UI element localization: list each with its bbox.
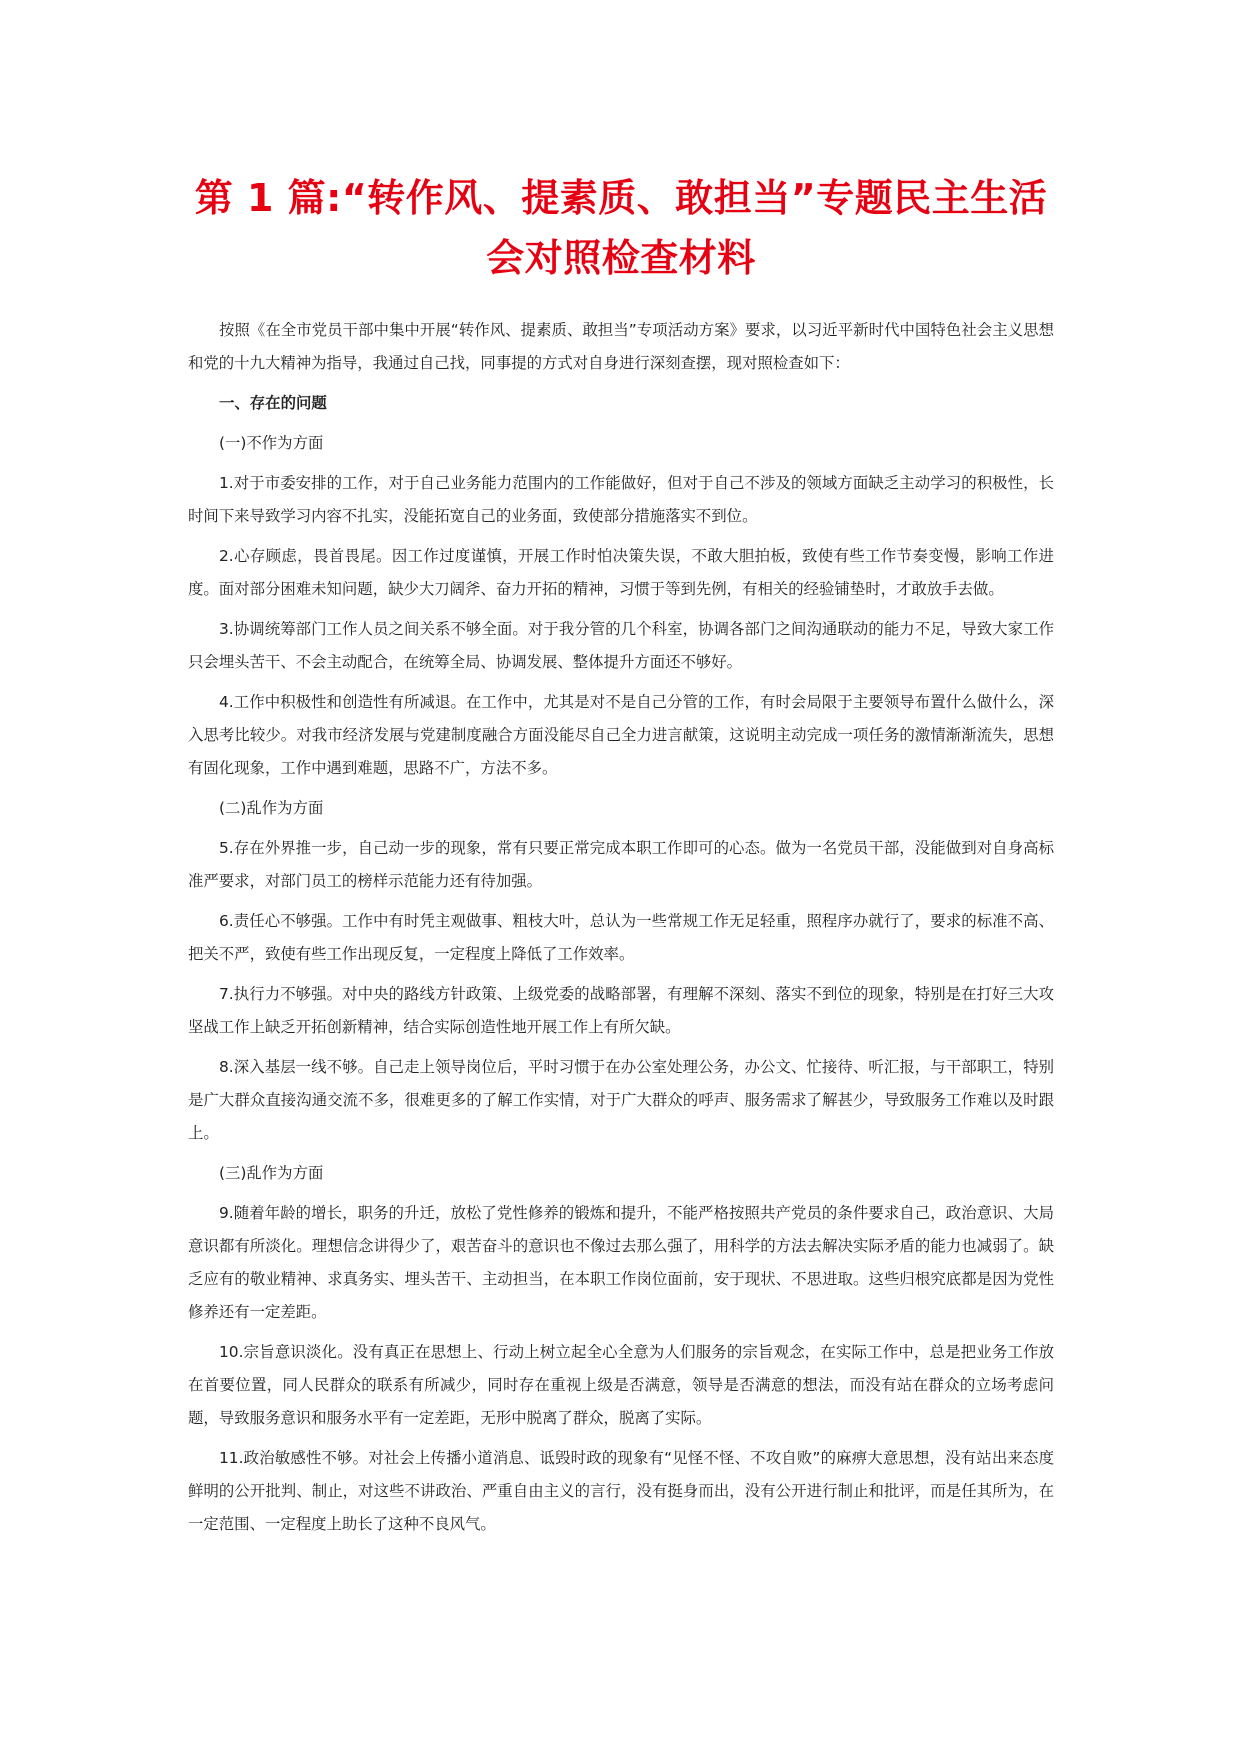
body-paragraph: 5.存在外界推一步，自己动一步的现象，常有只要正常完成本职工作即可的心态。做为一名党员干部，没能做到对自身高标准严要求，对部门员工的榜样示范能力还有待加强。 <box>188 839 1054 890</box>
document-page <box>188 168 1054 1548</box>
body-paragraph: 8.深入基层一线不够。自己走上领导岗位后，平时习惯于在办公室处理公务，办公文、忙接待、听汇报，与干部职工，特别是广大群众直接沟通交流不多，很难更多的了解工作实情，对于广大群众的呼声、服务需求了解甚少，导致服务工作难以及时跟上。 <box>188 1058 1054 1142</box>
body-paragraph: 4.工作中积极性和创造性有所减退。在工作中，尤其是对不是自己分管的工作，有时会局限于主要领导布置什么做什么，深入思考比较少。对我市经济发展与党建制度融合方面没能尽自己全力进言献策，这说明主动完成一项任务的激情渐渐流失，思想有固化现象，工作中遇到难题，思路不广，方法不多。 <box>188 693 1054 777</box>
document-title: 第 1 篇:“转作风、提素质、敢担当”专题民主生活会对照检查材料 <box>194 176 1048 280</box>
body-paragraph: (三)乱作为方面 <box>219 1164 324 1182</box>
body-paragraph: 7.执行力不够强。对中央的路线方针政策、上级党委的战略部署，有理解不深刻、落实不到位的现象，特别是在打好三大攻坚战工作上缺乏开拓创新精神，结合实际创造性地开展工作上有所欠缺。 <box>188 985 1054 1036</box>
section-heading: 一、存在的问题 <box>219 394 327 412</box>
body-paragraph: 1.对于市委安排的工作，对于自己业务能力范围内的工作能做好，但对于自己不涉及的领域方面缺乏主动学习的积极性，长时间下来导致学习内容不扎实，没能拓宽自己的业务面，致使部分措施落实不到位。 <box>188 474 1054 525</box>
body-paragraph: (一)不作为方面 <box>219 434 324 452</box>
body-paragraph: (二)乱作为方面 <box>219 799 324 817</box>
body-paragraph: 按照《在全市党员干部中集中开展“转作风、提素质、敢担当”专项活动方案》要求，以习近平新时代中国特色社会主义思想和党的十九大精神为指导，我通过自己找，同事提的方式对自身进行深刻查摆，现对照检查如下： <box>188 321 1054 372</box>
document-body <box>188 314 1054 1541</box>
body-paragraph: 3.协调统筹部门工作人员之间关系不够全面。对于我分管的几个科室，协调各部门之间沟通联动的能力不足，导致大家工作只会埋头苦干、不会主动配合，在统筹全局、协调发展、整体提升方面还不够好。 <box>188 620 1054 671</box>
body-paragraph: 9.随着年龄的增长，职务的升迁，放松了党性修养的锻炼和提升，不能严格按照共产党员的条件要求自己，政治意识、大局意识都有所淡化。理想信念讲得少了，艰苦奋斗的意识也不像过去那么强了，用科学的方法去解决实际矛盾的能力也减弱了。缺乏应有的敬业精神、求真务实、埋头苦干、主动担当，在本职工作岗位面前，安于现状、不思进取。这些归根究底都是因为党性修养还有一定差距。 <box>188 1204 1054 1321</box>
body-paragraph: 2.心存顾虑，畏首畏尾。因工作过度谨慎，开展工作时怕决策失误，不敢大胆拍板，致使有些工作节奏变慢，影响工作进度。面对部分困难未知问题，缺少大刀阔斧、奋力开拓的精神，习惯于等到先例，有相关的经验铺垫时，才敢放手去做。 <box>188 547 1054 598</box>
body-paragraph: 11.政治敏感性不够。对社会上传播小道消息、诋毁时政的现象有“见怪不怪、不攻自败”的麻痹大意思想，没有站出来态度鲜明的公开批判、制止，对这些不讲政治、严重自由主义的言行，没有挺身而出，没有公开进行制止和批评，而是任其所为，在一定范围、一定程度上助长了这种不良风气。 <box>188 1449 1054 1533</box>
body-paragraph: 6.责任心不够强。工作中有时凭主观做事、粗枝大叶，总认为一些常规工作无足轻重，照程序办就行了，要求的标准不高、把关不严，致使有些工作出现反复，一定程度上降低了工作效率。 <box>188 912 1054 963</box>
body-paragraph: 10.宗旨意识淡化。没有真正在思想上、行动上树立起全心全意为人们服务的宗旨观念，在实际工作中，总是把业务工作放在首要位置，同人民群众的联系有所减少，同时存在重视上级是否满意，领导是否满意的想法，而没有站在群众的立场考虑问题，导致服务意识和服务水平有一定差距，无形中脱离了群众，脱离了实际。 <box>188 1343 1054 1427</box>
